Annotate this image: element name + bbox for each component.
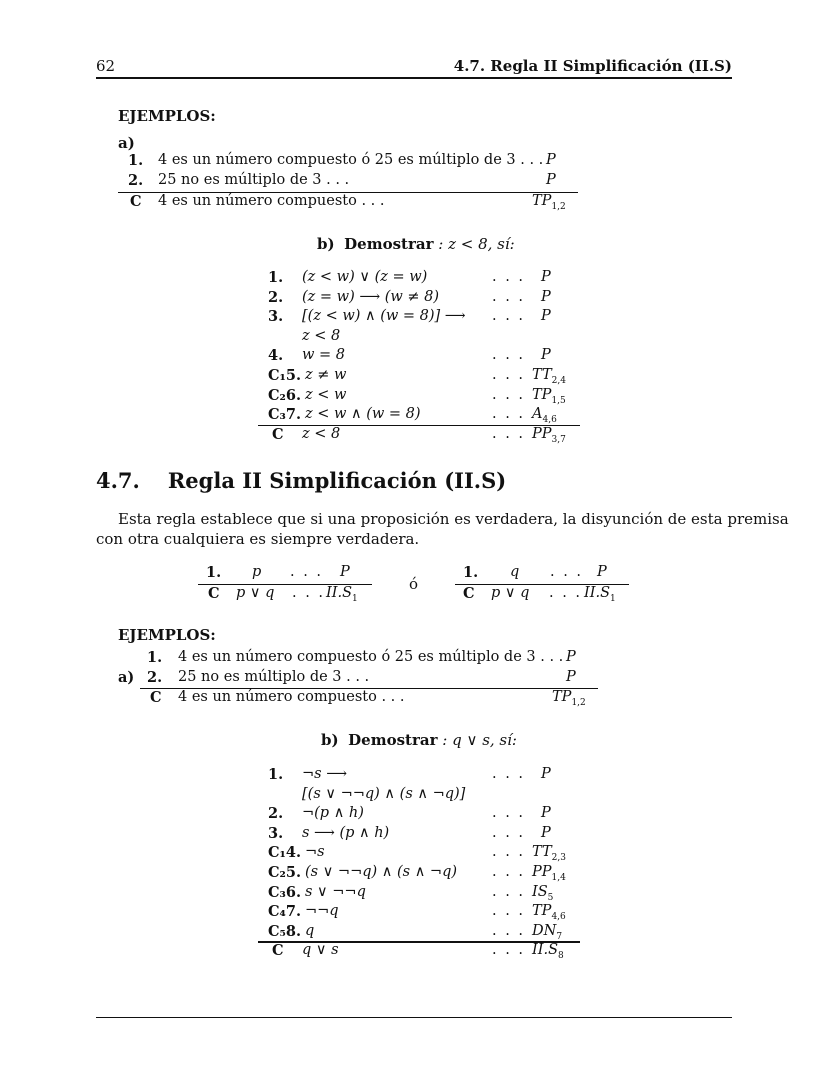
proof-dots: . . . bbox=[492, 844, 526, 861]
row-text: 4 es un número compuesto . . . bbox=[178, 689, 405, 705]
proof-formula: s ⟶ (p ∧ h) bbox=[302, 824, 390, 841]
proof-row bbox=[0, 884, 828, 904]
proof-justification: $IS_5$ bbox=[532, 883, 554, 903]
example-a-label-1: a) bbox=[118, 134, 135, 152]
example-a-label-2: a) bbox=[118, 669, 135, 686]
proof-step-number: C bbox=[272, 942, 284, 960]
proof-dots: . . . bbox=[492, 903, 526, 920]
section-heading: 4.7. Regla II Simplificación (II.S) bbox=[96, 468, 507, 493]
rule-conclusion-label: C bbox=[208, 585, 220, 602]
proof-dots: . . . bbox=[492, 824, 526, 841]
proof-formula: (s ∨ ¬¬q) ∧ (s ∧ ¬q) bbox=[305, 864, 458, 880]
proof-formula: z < 8 bbox=[302, 425, 341, 442]
proof-row bbox=[0, 328, 828, 348]
proof-dots: . . . bbox=[492, 308, 526, 325]
proof-justification: $DN_7$ bbox=[532, 922, 563, 942]
proof-formula: q ∨ s bbox=[302, 942, 339, 959]
proof-dots: . . . bbox=[492, 942, 526, 959]
proof-step-number: 1. bbox=[268, 269, 284, 286]
rule-formula: q bbox=[510, 564, 520, 580]
proof-justification: $TP_{4,6}$ bbox=[532, 903, 566, 923]
proof-dots: . . . bbox=[492, 864, 526, 880]
rule-formula: p bbox=[252, 564, 262, 580]
proof-row bbox=[0, 844, 828, 864]
proof-justification: $PP_{1,4}$ bbox=[532, 864, 566, 883]
table-row bbox=[0, 689, 828, 709]
rule-dots: . . . bbox=[549, 585, 583, 601]
table-row bbox=[0, 152, 828, 172]
proof-row bbox=[0, 786, 828, 806]
proof-row bbox=[0, 289, 828, 309]
row-number: C bbox=[130, 193, 142, 210]
proof-row bbox=[0, 387, 828, 407]
proof-row bbox=[0, 269, 828, 289]
example-b-line-1: b) Demostrar : z < 8, sí: bbox=[317, 235, 515, 253]
rule-conclusion-label: C bbox=[463, 585, 475, 602]
proof-dots: . . . bbox=[492, 367, 526, 383]
row-justification: $TP_{1,2}$ bbox=[552, 689, 586, 708]
row-text: 4 es un número compuesto ó 25 es múltiplo de 3 . . . bbox=[158, 152, 544, 168]
rule-conclusion-formula: p ∨ q bbox=[236, 585, 275, 601]
example-b-line-2: b) Demostrar : q ∨ s, sí: bbox=[321, 731, 517, 749]
proof-justification: P bbox=[541, 269, 551, 285]
rule-justification: P bbox=[340, 564, 350, 580]
row-text: 4 es un número compuesto ó 25 es múltiplo de 3 . . . bbox=[178, 649, 564, 665]
rule-number: 1. bbox=[206, 564, 222, 581]
proof-row bbox=[0, 923, 828, 943]
proof-dots: . . . bbox=[492, 805, 526, 822]
proof-row bbox=[0, 903, 828, 923]
proof-row bbox=[0, 426, 828, 446]
proof-formula: ¬s ⟶ bbox=[302, 766, 347, 782]
proof-justification: $PP_{3,7}$ bbox=[532, 425, 566, 445]
proof-step-number: 3. bbox=[268, 824, 284, 842]
proof-row bbox=[0, 406, 828, 426]
proof-dots: . . . bbox=[492, 425, 526, 442]
proof-formula: (z = w) ⟶ (w ≠ 8) bbox=[302, 288, 440, 305]
examples-heading-2: EJEMPLOS: bbox=[118, 626, 216, 644]
row-justification: P bbox=[566, 649, 576, 665]
row-number: 2. bbox=[128, 172, 144, 189]
table-row bbox=[0, 649, 828, 669]
running-header: 4.7. Regla II Simplificación (II.S) bbox=[453, 57, 732, 75]
proof-step-number: C₃6. bbox=[268, 883, 302, 901]
proof-step-number: C₂5. bbox=[268, 864, 302, 881]
proof-step-number: C₂6. bbox=[268, 386, 302, 404]
footer-rule bbox=[96, 1017, 732, 1018]
proof-step-number: C₁4. bbox=[268, 844, 302, 862]
rule-justification: P bbox=[597, 564, 607, 580]
proof-dots: . . . bbox=[492, 288, 526, 305]
proof-dots: . . . bbox=[492, 269, 526, 285]
proof-row bbox=[0, 766, 828, 786]
row-number: 1. bbox=[147, 649, 163, 666]
proof-justification: $A_{4,6}$ bbox=[532, 406, 557, 426]
proof-row bbox=[0, 942, 828, 962]
row-text: 25 no es múltiplo de 3 . . . bbox=[178, 669, 370, 685]
row-justification: P bbox=[566, 669, 576, 685]
proof-formula: (z < w) ∨ (z = w) bbox=[302, 269, 428, 285]
proof-dots: . . . bbox=[492, 347, 526, 364]
paragraph-line-2: con otra cualquiera es siempre verdadera. bbox=[96, 530, 420, 548]
proof-step-number: C bbox=[272, 425, 284, 443]
row-justification: P bbox=[546, 172, 556, 188]
proof-row bbox=[0, 864, 828, 884]
proof-step-number: C₅8. bbox=[268, 922, 302, 940]
row-number: 2. bbox=[147, 669, 163, 686]
rule-conclusion-justification: $II.S_1$ bbox=[326, 585, 358, 604]
proof-step-number: C₁5. bbox=[268, 367, 302, 384]
proof-step-number: C₄7. bbox=[268, 903, 302, 921]
proof-dots: . . . bbox=[492, 766, 526, 782]
proof-dots: . . . bbox=[492, 386, 526, 403]
rule-dots: . . . bbox=[292, 585, 326, 601]
row-number: 1. bbox=[128, 152, 144, 169]
header-rule bbox=[96, 77, 732, 79]
proof-justification: $TT_{2,4}$ bbox=[532, 367, 566, 386]
proof-row bbox=[0, 805, 828, 825]
table-row bbox=[0, 193, 828, 213]
proof-justification: $II.S_8$ bbox=[532, 942, 564, 962]
proof-formula: ¬s bbox=[305, 844, 325, 861]
proof-formula: ¬(p ∧ h) bbox=[302, 805, 364, 822]
proof-formula: z ≠ w bbox=[305, 367, 347, 383]
rule-conclusion-justification: $II.S_1$ bbox=[584, 585, 616, 604]
proof-formula: z < w bbox=[305, 386, 347, 403]
proof-formula: s ∨ ¬¬q bbox=[305, 883, 366, 900]
proof-justification: P bbox=[541, 308, 551, 325]
proof-formula: [(z < w) ∧ (w = 8)] ⟶ bbox=[302, 308, 466, 325]
proof-step-number: 4. bbox=[268, 347, 284, 365]
proof-formula: q bbox=[305, 922, 315, 939]
proof-justification: P bbox=[541, 805, 551, 822]
proof-formula: ¬¬q bbox=[305, 903, 339, 920]
proof-justification: P bbox=[541, 288, 551, 305]
proof-row bbox=[0, 367, 828, 387]
proof-justification: $TP_{1,5}$ bbox=[532, 386, 566, 406]
proof-formula: [(s ∨ ¬¬q) ∧ (s ∧ ¬q)] bbox=[302, 785, 466, 802]
proof-step-number: 2. bbox=[268, 288, 284, 306]
proof-step-number: 3. bbox=[268, 308, 284, 326]
proof-dots: . . . bbox=[492, 922, 526, 939]
rule-conclusion-formula: p ∨ q bbox=[491, 585, 530, 601]
proof-justification: P bbox=[541, 766, 551, 782]
rule-or: ó bbox=[409, 575, 419, 593]
proof-formula: w = 8 bbox=[302, 347, 346, 364]
proof-row bbox=[0, 347, 828, 367]
row-justification: $TP_{1,2}$ bbox=[532, 193, 566, 212]
table-row bbox=[0, 669, 828, 689]
row-number: C bbox=[150, 689, 162, 706]
proof-dots: . . . bbox=[492, 883, 526, 900]
proof-justification: P bbox=[541, 824, 551, 841]
proof-step-number: 2. bbox=[268, 805, 284, 823]
proof-step-number: 1. bbox=[268, 766, 284, 783]
page-number: 62 bbox=[96, 57, 116, 75]
proof-dots: . . . bbox=[492, 406, 526, 423]
paragraph-line-1: Esta regla establece que si una proposición es verdadera, la disyunción de esta premisa bbox=[118, 510, 789, 528]
rule-dots: . . . bbox=[550, 564, 584, 580]
proof-step-number: C₃7. bbox=[268, 406, 302, 424]
rule-number: 1. bbox=[463, 564, 479, 581]
proof-justification: $TT_{2,3}$ bbox=[532, 844, 566, 864]
examples-heading-1: EJEMPLOS: bbox=[118, 107, 216, 125]
row-justification: P bbox=[546, 152, 556, 168]
row-text: 25 no es múltiplo de 3 . . . bbox=[158, 172, 350, 188]
proof-row bbox=[0, 308, 828, 328]
proof-formula: z < 8 bbox=[302, 327, 341, 344]
rule-dots: . . . bbox=[290, 564, 324, 580]
row-text: 4 es un número compuesto . . . bbox=[158, 193, 385, 209]
table-row bbox=[0, 172, 828, 192]
proof-justification: P bbox=[541, 347, 551, 364]
proof-row bbox=[0, 825, 828, 845]
proof-formula: z < w ∧ (w = 8) bbox=[305, 406, 421, 423]
